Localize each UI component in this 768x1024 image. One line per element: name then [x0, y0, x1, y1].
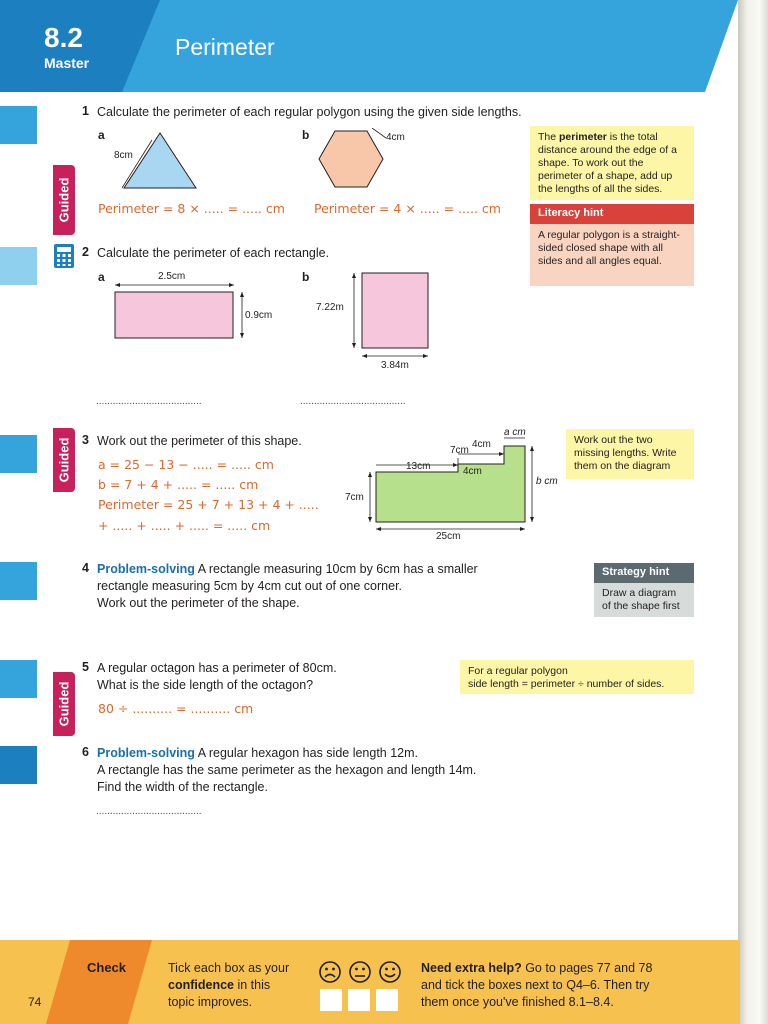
page-curl	[738, 0, 768, 1024]
question-number: 6	[82, 745, 89, 759]
diagram-label: 7cm	[450, 445, 469, 456]
confidence-checkbox-low[interactable]	[320, 989, 342, 1011]
working-line: b = 7 + 4 + ..... = ..... cm	[98, 477, 259, 492]
extra-help-text: Need extra help? Go to pages 77 and 78 and tick the boxes next to Q4–6. Then try them once you've finished 8.1–8.4.	[421, 961, 653, 1009]
working-line: Perimeter = 8 × ..... = ..... cm	[98, 201, 285, 216]
guided-tab: Guided	[53, 428, 75, 492]
part-label: b	[302, 270, 310, 284]
confidence-faces	[318, 960, 404, 984]
part-label: a	[98, 270, 105, 284]
question-number: 5	[82, 660, 89, 674]
question-number: 2	[82, 245, 89, 259]
question-text: rectangle measuring 5cm by 4cm cut out of one corner.	[97, 579, 403, 593]
side-marker	[0, 562, 37, 600]
side-marker	[0, 106, 37, 144]
answer-line[interactable]: ......................................	[300, 396, 406, 407]
side-marker	[0, 746, 37, 784]
section-level: Master	[44, 55, 90, 71]
rectangle-b-diagram	[346, 268, 436, 362]
calculator-icon	[53, 243, 75, 269]
width-label: 2.5cm	[158, 271, 186, 282]
working-line: 80 ÷ .......... = .......... cm	[98, 701, 254, 716]
q5-hint-box: For a regular polygon side length = perimeter ÷ number of sides.	[460, 660, 694, 694]
question-text: A rectangle has the same perimeter as the hexagon and length 14m.	[97, 763, 477, 777]
diagram-label: 25cm	[436, 531, 461, 542]
question-text: Work out the perimeter of the shape.	[97, 596, 300, 610]
page-number: 74	[28, 995, 42, 1009]
header-banner	[0, 0, 738, 92]
question-number: 1	[82, 104, 89, 118]
question-text: A regular octagon has a perimeter of 80cm.	[97, 661, 337, 675]
question-text: Problem-solving A regular hexagon has side length 12m.	[97, 746, 419, 760]
side-length-label: 4cm	[386, 132, 405, 143]
part-label: a	[98, 128, 105, 142]
part-label: b	[302, 128, 310, 142]
height-label: 0.9cm	[245, 310, 273, 321]
width-label: 3.84m	[381, 360, 409, 371]
key-point-box: The perimeter is the total distance around the edge of a shape. To work out the perimeter of a shape, add up the lengths of all the sides.	[530, 126, 694, 200]
diagram-label: 4cm	[463, 466, 482, 477]
working-line: a = 25 − 13 − ..... = ..... cm	[98, 457, 274, 472]
q3-hint-box: Work out the two missing lengths. Write them on the diagram	[566, 429, 694, 479]
question-text: What is the side length of the octagon?	[97, 678, 314, 692]
section-number: 8.2	[44, 22, 83, 53]
height-label: 7.22m	[316, 302, 344, 313]
hexagon-diagram	[316, 128, 386, 190]
answer-line[interactable]: ......................................	[96, 806, 202, 817]
diagram-label-a: a cm	[504, 427, 526, 438]
question-number: 4	[82, 561, 89, 575]
question-text: Calculate the perimeter of each regular polygon using the given side lengths.	[97, 105, 522, 119]
guided-tab: Guided	[53, 672, 75, 736]
problem-solving-label: Problem-solving	[97, 746, 195, 760]
diagram-label: 4cm	[472, 439, 491, 450]
triangle-diagram	[118, 130, 200, 192]
diagram-label: 13cm	[406, 461, 431, 472]
side-marker	[0, 660, 37, 698]
literacy-hint-text: A regular polygon is a straight-sided closed shape with all sides and all angles equal.	[530, 224, 694, 286]
question-text: Calculate the perimeter of each rectangle.	[97, 246, 330, 260]
side-length-label: 8cm	[114, 150, 133, 161]
confidence-checkbox-high[interactable]	[376, 989, 398, 1011]
working-line: Perimeter = 25 + 7 + 13 + 4 + .....	[98, 497, 319, 512]
working-line: + ..... + ..... + ..... = ..... cm	[98, 518, 271, 533]
strategy-hint-title: Strategy hint	[594, 563, 694, 583]
question-number: 3	[82, 433, 89, 447]
literacy-hint-title: Literacy hint	[530, 204, 694, 224]
rectangle-a-diagram	[112, 280, 248, 344]
question-text: Work out the perimeter of this shape.	[97, 434, 302, 448]
check-label: Check	[87, 960, 127, 975]
question-text: Problem-solving A rectangle measuring 10cm by 6cm has a smaller	[97, 562, 478, 576]
problem-solving-label: Problem-solving	[97, 562, 195, 576]
diagram-label-b: b cm	[536, 476, 558, 487]
question-text: Find the width of the rectangle.	[97, 780, 268, 794]
strategy-hint-text: Draw a diagram of the shape first	[594, 583, 694, 617]
answer-line[interactable]: ......................................	[96, 396, 202, 407]
side-marker	[0, 247, 37, 285]
page-title: Perimeter	[175, 34, 275, 60]
check-banner	[0, 940, 160, 1024]
guided-tab: Guided	[53, 165, 75, 235]
side-marker	[0, 435, 37, 473]
confidence-checkbox-mid[interactable]	[348, 989, 370, 1011]
working-line: Perimeter = 4 × ..... = ..... cm	[314, 201, 501, 216]
confidence-instruction: Tick each box as your confidence in this topic improves.	[168, 961, 290, 1009]
diagram-label: 7cm	[345, 492, 364, 503]
